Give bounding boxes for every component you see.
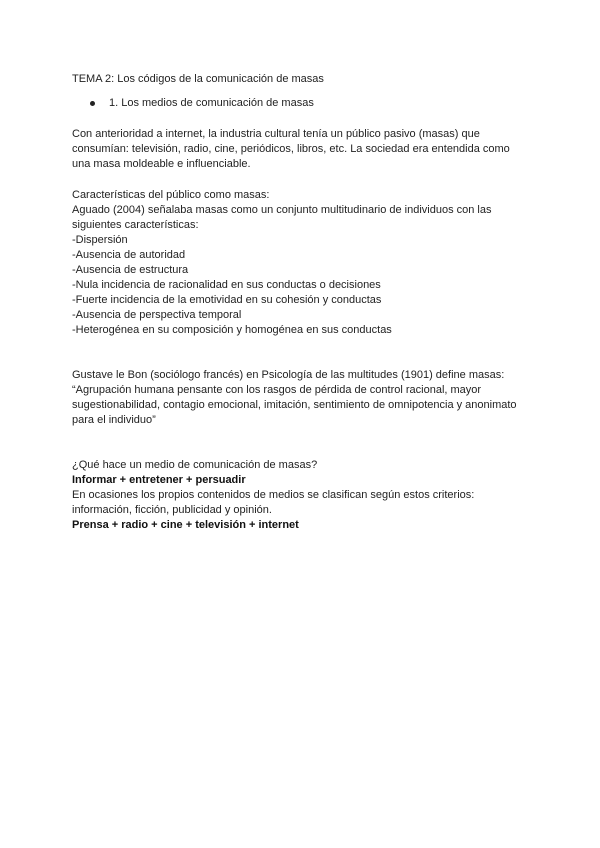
characteristics-section xyxy=(72,188,532,338)
lebon-quote-line: “Agrupación humana pensante con los rasgos de pérdida de control racional, mayor xyxy=(72,384,482,396)
classification-line: información, ficción, publicidad y opinión. xyxy=(72,504,272,516)
aguado-line: siguientes características: xyxy=(72,219,199,231)
bullet-item xyxy=(90,96,532,111)
bullet-item-text: 1. Los medios de comunicación de masas xyxy=(109,97,314,109)
intro-paragraph xyxy=(72,127,532,172)
characteristic-item: -Ausencia de perspectiva temporal xyxy=(72,309,242,321)
classification-line: En ocasiones los propios contenidos de medios se clasifican según estos criterios: xyxy=(72,489,475,501)
characteristic-item: -Fuerte incidencia de la emotividad en su cohesión y conductas xyxy=(72,294,382,306)
aguado-line: Aguado (2004) señalaba masas como un conjunto multitudinario de individuos con las xyxy=(72,204,492,216)
characteristic-item: -Ausencia de estructura xyxy=(72,264,189,276)
media-list: Prensa + radio + cine + televisión + internet xyxy=(72,519,299,531)
intro-line: consumían: televisión, radio, cine, periódicos, libros, etc. La sociedad era entendida como xyxy=(72,143,510,155)
bullet-dot-icon xyxy=(90,101,95,106)
document-title: TEMA 2: Los códigos de la comunicación de masas xyxy=(72,73,324,85)
characteristic-item: -Dispersión xyxy=(72,234,128,246)
media-functions: Informar + entretener + persuadir xyxy=(72,474,246,486)
intro-line: Con anterioridad a internet, la industria cultural tenía un público pasivo (masas) que xyxy=(72,128,480,140)
lebon-quote-line: sugestionabilidad, contagio emocional, imitación, sentimiento de omnipotencia y anonimato xyxy=(72,399,517,411)
media-question: ¿Qué hace un medio de comunicación de masas? xyxy=(72,459,318,471)
characteristics-heading: Características del público como masas: xyxy=(72,189,270,201)
lebon-paragraph xyxy=(72,368,532,428)
lebon-quote-line: para el individuo” xyxy=(72,414,156,426)
intro-line: una masa moldeable e influenciable. xyxy=(72,158,251,170)
media-section xyxy=(72,458,532,533)
characteristic-item: -Nula incidencia de racionalidad en sus conductas o decisiones xyxy=(72,279,381,291)
document-page xyxy=(72,72,532,533)
characteristic-item: -Heterogénea en su composición y homogénea en sus conductas xyxy=(72,324,392,336)
lebon-line: Gustave le Bon (sociólogo francés) en Psicología de las multitudes (1901) define masas: xyxy=(72,369,505,381)
characteristic-item: -Ausencia de autoridad xyxy=(72,249,186,261)
